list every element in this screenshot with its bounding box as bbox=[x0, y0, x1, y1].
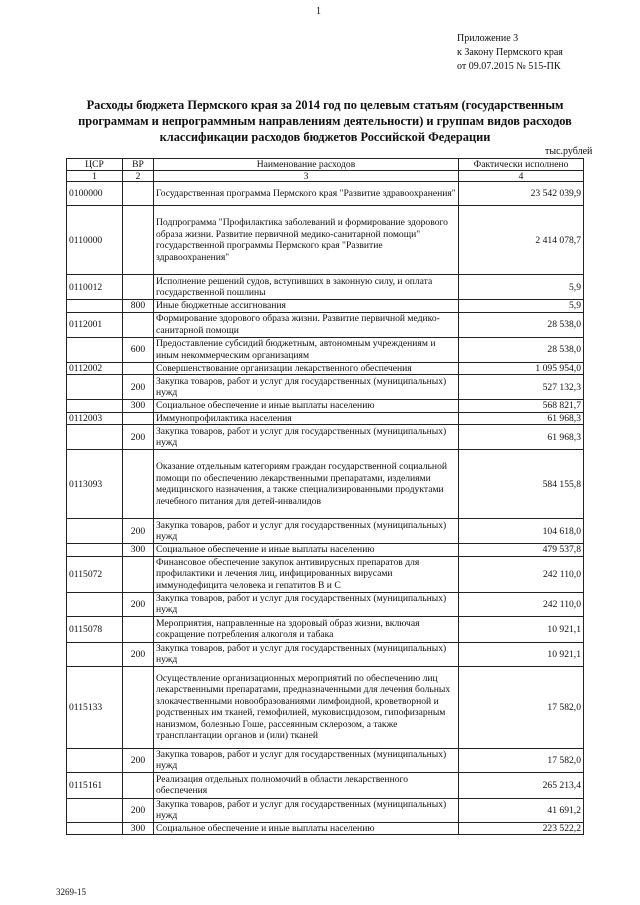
budget-table bbox=[66, 158, 584, 835]
table-row bbox=[67, 206, 584, 275]
row-expense-name: Социальное обеспечение и иные выплаты населению bbox=[154, 400, 459, 413]
column-number-3: 3 bbox=[154, 171, 459, 182]
row-csr-code: 0113093 bbox=[67, 450, 123, 519]
table-row bbox=[67, 544, 584, 557]
row-expense-name: Закупка товаров, работ и услуг для государственных (муниципальных) нужд bbox=[154, 519, 459, 544]
table-row bbox=[67, 400, 584, 413]
appendix-line-1: Приложение 3 bbox=[457, 33, 519, 44]
row-csr-code: 0115078 bbox=[67, 616, 123, 642]
row-expense-name: Иммунопрофилактика населения bbox=[154, 412, 459, 425]
row-vr-code: 200 bbox=[123, 798, 154, 822]
table-row bbox=[67, 798, 584, 822]
row-vr-code: 300 bbox=[123, 544, 154, 557]
row-vr-code: 200 bbox=[123, 519, 154, 544]
row-expense-name: Мероприятия, направленные на здоровый образ жизни, включая сокращение потребления алкоголя и табака bbox=[154, 616, 459, 642]
row-csr-code bbox=[67, 337, 123, 362]
row-csr-code: 0115161 bbox=[67, 772, 123, 798]
row-vr-code bbox=[123, 772, 154, 798]
row-vr-code bbox=[123, 275, 154, 300]
row-vr-code bbox=[123, 666, 154, 748]
row-csr-code bbox=[67, 798, 123, 822]
row-expense-name: Иные бюджетные ассигнования bbox=[154, 300, 459, 313]
table-row bbox=[67, 312, 584, 337]
row-executed-amount: 265 213,4 bbox=[459, 772, 584, 798]
row-expense-name: Закупка товаров, работ и услуг для государственных (муниципальных) нужд bbox=[154, 425, 459, 450]
row-vr-code: 200 bbox=[123, 748, 154, 772]
row-vr-code bbox=[123, 362, 154, 375]
row-expense-name: Реализация отдельных полномочий в области лекарственного обеспечения bbox=[154, 772, 459, 798]
table-row bbox=[67, 425, 584, 450]
table-row bbox=[67, 666, 584, 748]
row-executed-amount: 223 522,2 bbox=[459, 822, 584, 835]
column-number-row bbox=[67, 171, 584, 182]
row-expense-name: Закупка товаров, работ и услуг для государственных (муниципальных) нужд bbox=[154, 798, 459, 822]
row-csr-code: 0110000 bbox=[67, 206, 123, 275]
row-csr-code bbox=[67, 519, 123, 544]
row-csr-code: 0112003 bbox=[67, 412, 123, 425]
row-csr-code: 0100000 bbox=[67, 182, 123, 206]
row-vr-code bbox=[123, 206, 154, 275]
row-csr-code bbox=[67, 642, 123, 666]
row-vr-code bbox=[123, 616, 154, 642]
footer-code: 3269-15 bbox=[56, 887, 86, 897]
page-number: 1 bbox=[316, 6, 321, 17]
table-row bbox=[67, 412, 584, 425]
row-executed-amount: 5,9 bbox=[459, 300, 584, 313]
row-executed-amount: 17 582,0 bbox=[459, 748, 584, 772]
table-row bbox=[67, 375, 584, 400]
header-amount: Фактически исполнено bbox=[459, 159, 584, 171]
row-csr-code bbox=[67, 425, 123, 450]
units-label: тыс.рублей bbox=[545, 146, 593, 157]
row-csr-code: 0112001 bbox=[67, 312, 123, 337]
row-csr-code: 0115072 bbox=[67, 556, 123, 592]
row-expense-name: Закупка товаров, работ и услуг для государственных (муниципальных) нужд bbox=[154, 748, 459, 772]
row-executed-amount: 1 095 954,0 bbox=[459, 362, 584, 375]
row-executed-amount: 527 132,3 bbox=[459, 375, 584, 400]
row-vr-code: 300 bbox=[123, 822, 154, 835]
table-header-row bbox=[67, 159, 584, 171]
row-vr-code: 300 bbox=[123, 400, 154, 413]
row-vr-code: 200 bbox=[123, 592, 154, 616]
row-expense-name: Социальное обеспечение и иные выплаты населению bbox=[154, 544, 459, 557]
row-executed-amount: 242 110,0 bbox=[459, 556, 584, 592]
row-executed-amount: 5,9 bbox=[459, 275, 584, 300]
row-expense-name: Оказание отдельным категориям граждан государственной социальной помощи по обеспечению лекарственными препаратами, изделиями медицинского назначения, а также специализированными продуктами лечебного питания для детей-инвалидов bbox=[154, 450, 459, 519]
row-vr-code bbox=[123, 412, 154, 425]
column-number-1: 1 bbox=[67, 171, 123, 182]
row-vr-code: 200 bbox=[123, 642, 154, 666]
row-vr-code: 200 bbox=[123, 375, 154, 400]
row-csr-code bbox=[67, 592, 123, 616]
column-number-4: 4 bbox=[459, 171, 584, 182]
table-row bbox=[67, 450, 584, 519]
row-executed-amount: 568 821,7 bbox=[459, 400, 584, 413]
table-row bbox=[67, 748, 584, 772]
row-vr-code bbox=[123, 556, 154, 592]
table-row bbox=[67, 362, 584, 375]
appendix-line-3: от 09.07.2015 № 515-ПК bbox=[457, 61, 561, 72]
row-vr-code: 200 bbox=[123, 425, 154, 450]
table-row bbox=[67, 300, 584, 313]
header-csr: ЦСР bbox=[67, 159, 123, 171]
row-expense-name: Совершенствование организации лекарственного обеспечения bbox=[154, 362, 459, 375]
row-executed-amount: 28 538,0 bbox=[459, 337, 584, 362]
row-expense-name: Закупка товаров, работ и услуг для государственных (муниципальных) нужд bbox=[154, 592, 459, 616]
row-executed-amount: 10 921,1 bbox=[459, 616, 584, 642]
row-csr-code bbox=[67, 748, 123, 772]
row-executed-amount: 17 582,0 bbox=[459, 666, 584, 748]
row-expense-name: Финансовое обеспечение закупок антивирусных препаратов для профилактики и лечения лиц, инфицированных вирусами иммунодефицита человека и гепатитов В и С bbox=[154, 556, 459, 592]
header-name: Наименование расходов bbox=[154, 159, 459, 171]
row-vr-code bbox=[123, 312, 154, 337]
header-vr: ВР bbox=[123, 159, 154, 171]
row-expense-name: Государственная программа Пермского края "Развитие здравоохранения" bbox=[154, 182, 459, 206]
row-csr-code bbox=[67, 544, 123, 557]
row-csr-code bbox=[67, 300, 123, 313]
row-vr-code: 800 bbox=[123, 300, 154, 313]
row-expense-name: Исполнение решений судов, вступивших в законную силу, и оплата государственной пошлины bbox=[154, 275, 459, 300]
row-executed-amount: 10 921,1 bbox=[459, 642, 584, 666]
row-expense-name: Осуществление организационных мероприятий по обеспечению лиц лекарственными препаратами, предназначенными для лечения больных злокачественными новообразованиями лимфоидной, кроветворной и родственных им тканей, гемофилией, муковисцидозом, гипофизарным нанизмом, болезнью Гоше, рассеянным склерозом, а также трансплантации органов и (или) тканей bbox=[154, 666, 459, 748]
table-row bbox=[67, 772, 584, 798]
row-executed-amount: 23 542 039,9 bbox=[459, 182, 584, 206]
row-executed-amount: 479 537,8 bbox=[459, 544, 584, 557]
row-executed-amount: 61 968,3 bbox=[459, 412, 584, 425]
row-csr-code: 0110012 bbox=[67, 275, 123, 300]
appendix-reference bbox=[457, 32, 563, 74]
row-expense-name: Закупка товаров, работ и услуг для государственных (муниципальных) нужд bbox=[154, 642, 459, 666]
row-csr-code bbox=[67, 400, 123, 413]
row-executed-amount: 242 110,0 bbox=[459, 592, 584, 616]
row-csr-code: 0112002 bbox=[67, 362, 123, 375]
row-expense-name: Подпрограмма "Профилактика заболеваний и формирование здорового образа жизни. Развитие первичной медико-санитарной помощи" государственной программы Пермского края "Развитие здравоохранения" bbox=[154, 206, 459, 275]
row-expense-name: Закупка товаров, работ и услуг для государственных (муниципальных) нужд bbox=[154, 375, 459, 400]
row-executed-amount: 41 691,2 bbox=[459, 798, 584, 822]
table-row bbox=[67, 642, 584, 666]
table-row bbox=[67, 337, 584, 362]
appendix-line-2: к Закону Пермского края bbox=[457, 47, 563, 58]
row-executed-amount: 61 968,3 bbox=[459, 425, 584, 450]
table-row bbox=[67, 556, 584, 592]
row-executed-amount: 584 155,8 bbox=[459, 450, 584, 519]
table-row bbox=[67, 275, 584, 300]
table-row bbox=[67, 822, 584, 835]
row-vr-code: 600 bbox=[123, 337, 154, 362]
table-row bbox=[67, 592, 584, 616]
table-row bbox=[67, 182, 584, 206]
row-vr-code bbox=[123, 182, 154, 206]
row-executed-amount: 104 618,0 bbox=[459, 519, 584, 544]
row-csr-code: 0115133 bbox=[67, 666, 123, 748]
row-vr-code bbox=[123, 450, 154, 519]
row-executed-amount: 28 538,0 bbox=[459, 312, 584, 337]
budget-table-body bbox=[67, 182, 584, 835]
document-title: Расходы бюджета Пермского края за 2014 год по целевым статьям (государственным программам и непрограммным направлениям деятельности) и группам видов расходов классификации расходов бюджетов Российской Федерации bbox=[78, 98, 572, 144]
row-expense-name: Предоставление субсидий бюджетным, автономным учреждениям и иным некоммерческим организациям bbox=[154, 337, 459, 362]
column-number-2: 2 bbox=[123, 171, 154, 182]
table-row bbox=[67, 616, 584, 642]
row-expense-name: Социальное обеспечение и иные выплаты населению bbox=[154, 822, 459, 835]
row-expense-name: Формирование здорового образа жизни. Развитие первичной медико-санитарной помощи bbox=[154, 312, 459, 337]
row-csr-code bbox=[67, 375, 123, 400]
row-csr-code bbox=[67, 822, 123, 835]
row-executed-amount: 2 414 078,7 bbox=[459, 206, 584, 275]
table-row bbox=[67, 519, 584, 544]
